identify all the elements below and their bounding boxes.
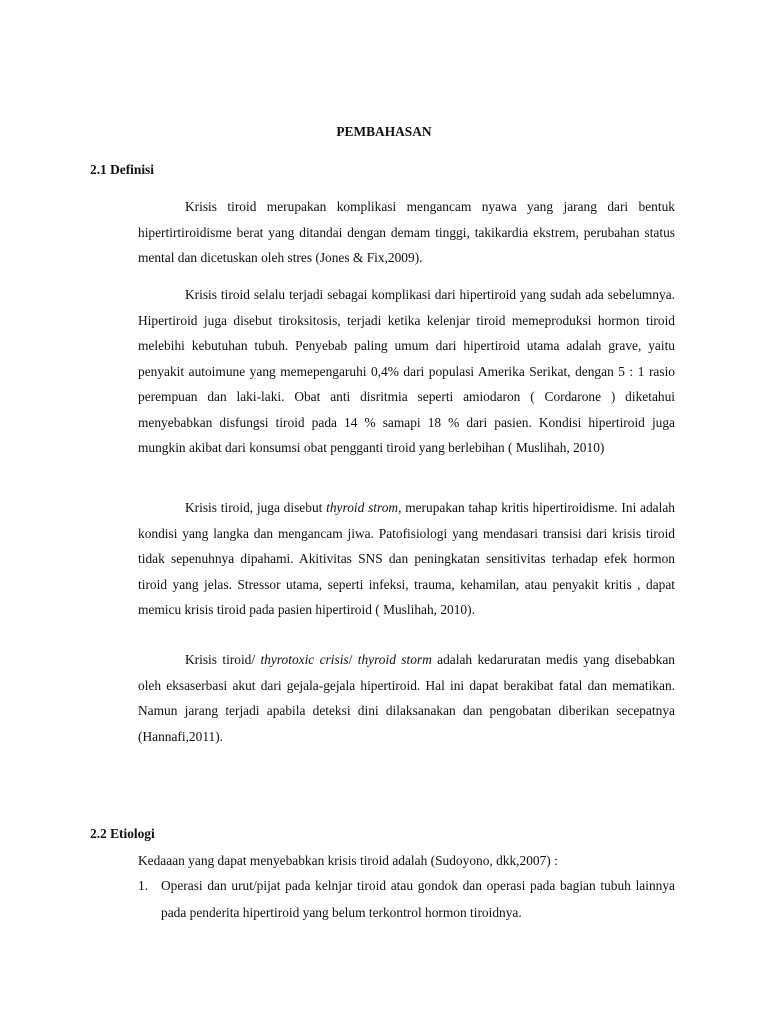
- paragraph-italic-term: thyroid strom: [326, 500, 399, 515]
- paragraph-text: , merupakan tahap kritis hipertiroidisme. Ini adalah kondisi yang langka dan mengancam jiwa. Patofisiologi yang mendasari transisi dari krisis tiroid tidak sepenuhnya dipahami. Akitivitas SNS dan peningkatan sensitivitas terhadap efek hormon tiroid yang jelas. Stressor utama, seperti infeksi, trauma, kehamilan, atau penyakit kritis , dapat memicu krisis tiroid pada pasien hipertiroid ( Muslihah, 2010).: [138, 500, 675, 617]
- paragraph-italic-term: thyroid storm: [357, 652, 432, 667]
- etiologi-intro: Kedaaan yang dapat menyebabkan krisis tiroid adalah (Sudoyono, dkk,2007) :: [138, 853, 558, 868]
- list-item: [138, 872, 675, 926]
- paragraph-text: Krisis tiroid/: [185, 652, 261, 667]
- list-item-text: Operasi dan urut/pijat pada kelnjar tiroid atau gondok dan operasi pada bagian tubuh lainnya pada penderita hipertiroid yang belum terkontrol hormon tiroidnya.: [161, 878, 675, 920]
- paragraph-text: adalah kedaruratan medis yang disebabkan oleh eksaserbasi akut dari gejala-gejala hipertiroid. Hal ini dapat berakibat fatal dan mematikan. Namun jarang terjadi apabila deteksi dini dilaksanakan dan pengobatan diberikan secepatnya (Hannafi,2011).: [138, 652, 675, 744]
- section-heading-definisi: 2.1 Definisi: [90, 162, 154, 177]
- paragraph-definisi-4: [138, 647, 675, 749]
- page-title: PEMBAHASAN: [336, 124, 432, 139]
- list-item-number: 1.: [138, 878, 149, 893]
- paragraph-text: /: [348, 652, 358, 667]
- paragraph-definisi-1: Krisis tiroid merupakan komplikasi mengancam nyawa yang jarang dari bentuk hipertirtiroidisme berat yang ditandai dengan demam tinggi, takikardia ekstrem, perubahan status mental dan dicetuskan oleh stres (Jones & Fix,2009).: [138, 199, 675, 265]
- paragraph-definisi-3: [138, 495, 675, 623]
- paragraph-text: Krisis tiroid, juga disebut: [185, 500, 327, 515]
- paragraph-italic-term: thyrotoxic crisis: [260, 652, 349, 667]
- paragraph-definisi-2: Krisis tiroid selalu terjadi sebagai komplikasi dari hipertiroid yang sudah ada sebelumnya. Hipertiroid juga disebut tiroksitosis, terjadi ketika kelenjar tiroid memeproduksi hormon tiroid melebihi kebutuhan tubuh. Penyebab paling umum dari hipertiroid utama adalah grave, yaitu penyakit autoimune yang memepengaruhi 0,4% dari populasi Amerika Serikat, dengan 5 : 1 rasio perempuan dan laki-laki. Obat anti disritmia seperti amiodaron ( Cordarone ) diketahui menyebabkan disfungsi tiroid pada 14 % samapi 18 % dari pasien. Kondisi hipertiroid juga mungkin akibat dari konsumsi obat pengganti tiroid yang berlebihan ( Muslihah, 2010): [138, 287, 675, 455]
- section-heading-etiologi: 2.2 Etiologi: [90, 826, 155, 841]
